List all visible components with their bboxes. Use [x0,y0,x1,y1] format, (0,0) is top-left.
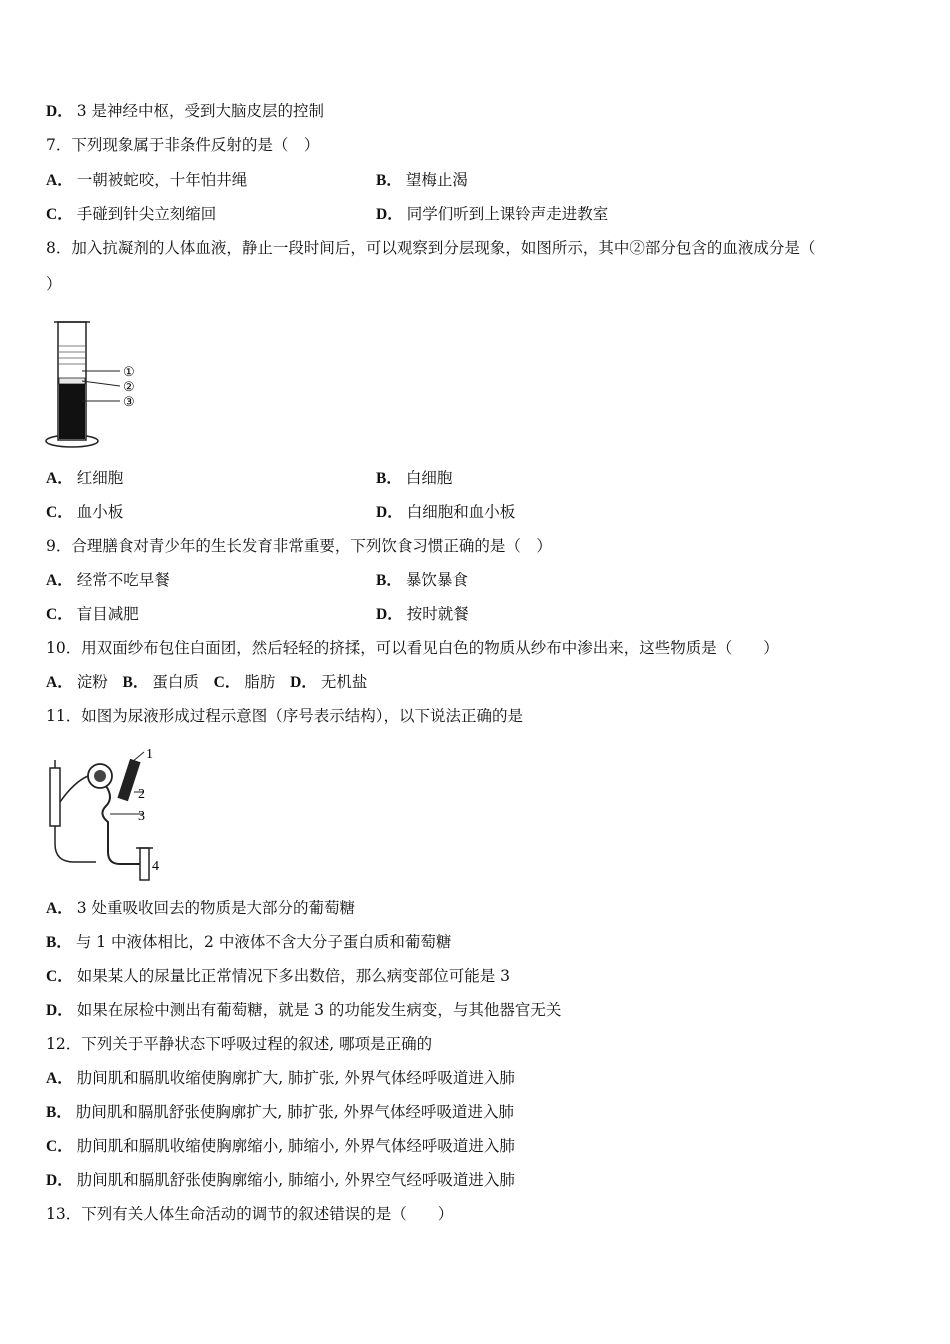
option-text: 蛋白质 [152,673,199,691]
blood-layering-test-tube-figure [44,316,154,452]
option-label: A． [46,572,73,589]
option-label: B． [122,674,149,691]
q9-option-c [46,603,139,626]
option-text: 肋间肌和膈肌收缩使胸廓缩小, 肺缩小, 外界气体经呼吸道进入肺 [76,1137,515,1155]
tube-to-capsule [60,776,88,802]
urine-formation-figure [44,742,168,884]
leader-1 [132,752,144,762]
buffy-coat-layer [59,378,85,384]
q9-option-b [376,569,468,592]
figure-label-3: 3 [138,809,145,824]
q11-option-b [46,931,451,954]
q8-option-b [376,467,452,490]
option-text: 一朝被蛇咬，十年怕井绳 [76,171,248,189]
option-label: A． [46,674,73,691]
q8-stem: 8．加入抗凝剂的人体血液，静止一段时间后，可以观察到分层现象，如图所示，其中②部分包含的血液成分是（ [46,239,816,257]
q8-option-d [376,501,515,524]
option-text: 肋间肌和膈肌收缩使胸廓扩大, 肺扩张, 外界气体经呼吸道进入肺 [76,1069,515,1087]
option-label: D． [376,504,403,521]
option-label: A． [46,900,73,917]
q12-option-b [46,1101,514,1124]
option-label: B． [376,572,402,589]
option-label: B． [376,172,402,189]
q12-option-c [46,1135,515,1158]
option-text: 暴饮暴食 [405,571,468,589]
q8-option-a [46,467,123,490]
q8-option-c [46,501,123,524]
option-text: 白细胞和血小板 [406,503,516,521]
leader-line-2 [82,381,120,386]
q8-stem-continuation: ） [46,275,62,293]
option-label: A． [46,1070,73,1087]
option-label: D． [46,1172,73,1189]
option-text: 血小板 [76,503,124,521]
option-label: C． [46,968,73,985]
option-text: 无机盐 [320,673,368,691]
option-label: D． [290,674,317,691]
option-text: 望梅止渴 [405,171,468,189]
option-text: 按时就餐 [406,605,469,623]
option-text: 红细胞 [76,469,124,487]
option-label: A． [46,470,73,487]
option-text: 白细胞 [405,469,453,487]
figure-label-4: 4 [152,859,159,874]
option-text: 手碰到针尖立刻缩回 [76,205,217,223]
q9-stem: 9．合理膳食对青少年的生长发育非常重要，下列饮食习惯正确的是（ ） [46,537,552,555]
figure-label-3: ③ [123,394,135,409]
figure-label-1: ① [123,364,135,379]
option-text: 肋间肌和膈肌舒张使胸廓扩大, 肺扩张, 外界气体经呼吸道进入肺 [75,1103,515,1121]
option-label: D． [46,103,73,120]
q12-option-d [46,1169,515,1192]
option-text: 如果某人的尿量比正常情况下多出数倍，那么病变部位可能是 3 [76,967,510,985]
test-tube-4 [140,848,149,880]
option-text: 淀粉 [76,673,108,691]
q11-option-a [46,897,355,920]
q12-stem: 12．下列关于平静状态下呼吸过程的叙述, 哪项是正确的 [46,1035,433,1053]
option-label: C． [46,606,73,623]
option-text: 盲目减肥 [76,605,139,623]
figure-label-2: 2 [138,787,145,802]
option-label: D． [376,206,403,223]
q7-option-a [46,169,247,192]
option-text: 3 处重吸收回去的物质是大部分的葡萄糖 [76,899,355,917]
option-label: A． [46,172,73,189]
q10-options-row [46,671,367,694]
option-text: 脂肪 [244,673,276,691]
vessel-1-2 [118,759,140,800]
figure-label-2: ② [123,379,135,394]
option-text: 同学们听到上课铃声走进教室 [406,205,609,223]
option-label: B． [46,1104,72,1121]
option-label: B． [376,470,402,487]
option-label: D． [46,1002,73,1019]
option-label: C． [46,206,73,223]
figure-label-1: 1 [146,747,153,762]
option-label: C． [46,504,73,521]
option-text: 如果在尿检中测出有葡萄糖，就是 3 的功能发生病变，与其他器官无关 [76,1001,562,1019]
q7-option-d [376,203,608,226]
option-text: 肋间肌和膈肌舒张使胸廓缩小, 肺缩小, 外界空气经呼吸道进入肺 [76,1171,515,1189]
q13-stem: 13．下列有关人体生命活动的调节的叙述错误的是（ ） [46,1205,454,1223]
option-label: D． [376,606,403,623]
option-text: 3 是神经中枢，受到大脑皮层的控制 [76,102,324,120]
q10-stem: 10．用双面纱布包住白面团，然后轻轻的挤揉，可以看见白色的物质从纱布中渗出来，这些物质是（ ） [46,639,779,657]
option-label: C． [213,674,241,691]
q9-option-a [46,569,170,592]
q11-stem: 11．如图为尿液形成过程示意图（序号表示结构），以下说法正确的是 [46,707,523,725]
option-text: 经常不吃早餐 [76,571,170,589]
q9-option-d [376,603,469,626]
vessel-left [50,768,60,826]
q7-option-c [46,203,216,226]
q6-option-d [46,100,324,123]
glomerulus [94,770,106,782]
q12-option-a [46,1067,515,1090]
option-label: B． [46,934,72,951]
q11-option-d [46,999,561,1022]
option-text: 与 1 中液体相比，2 中液体不含大分子蛋白质和葡萄糖 [75,933,452,951]
q7-option-b [376,169,468,192]
q11-option-c [46,965,510,988]
tube-left [55,826,96,862]
red-cell-layer [59,384,85,439]
option-label: C． [46,1138,73,1155]
q7-stem: 7．下列现象属于非条件反射的是（ ） [46,136,320,154]
